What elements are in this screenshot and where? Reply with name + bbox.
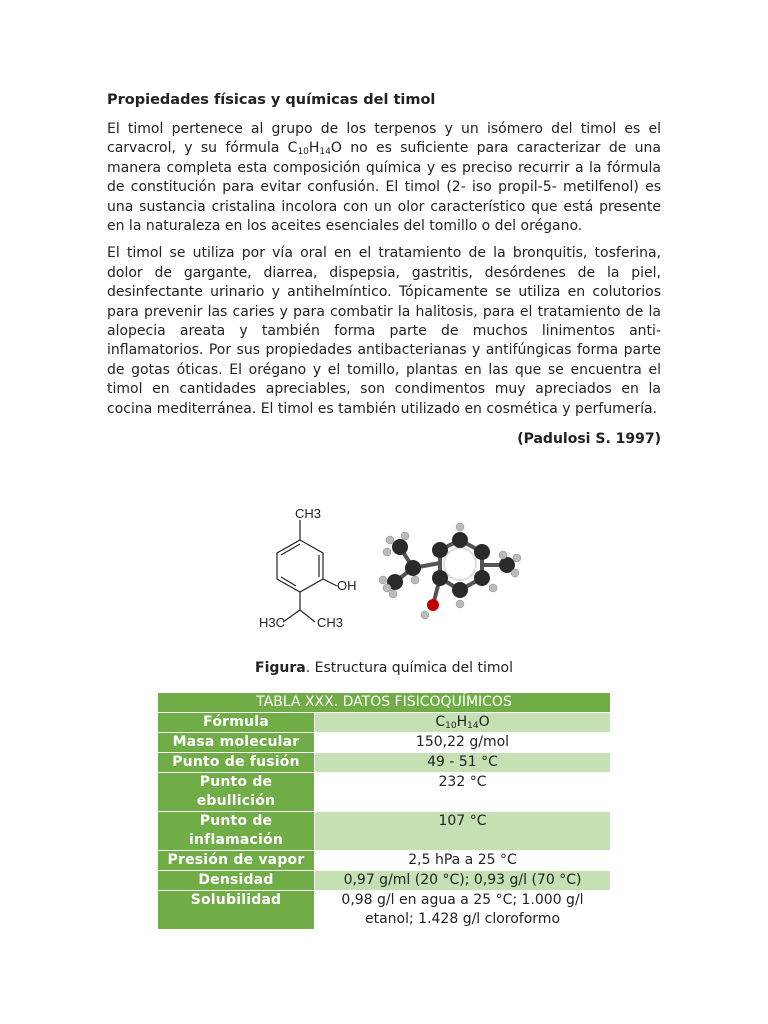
physicochemical-table [157, 692, 611, 930]
label-ch3-bottom: CH3 [317, 615, 344, 630]
row-key: Masa molecular [158, 733, 315, 753]
table-row [158, 851, 611, 871]
caption-label: Figura [255, 660, 306, 676]
row-key: Fórmula [158, 713, 315, 733]
thymol-figure [245, 500, 535, 635]
row-key: Punto de inflamación [158, 812, 315, 851]
row-key: Punto de ebullición [158, 773, 315, 812]
label-h3c: H3C [259, 615, 286, 630]
label-ch3-top: CH3 [295, 506, 322, 521]
ball-and-stick-model [379, 523, 521, 619]
row-key: Punto de fusión [158, 753, 315, 773]
figure-caption [0, 660, 768, 676]
paragraph-1 [107, 120, 661, 236]
row-key: Solubilidad [158, 891, 315, 930]
table-row [158, 871, 611, 891]
table-title: TABLA XXX. DATOS FISICOQUÍMICOS [158, 693, 611, 713]
citation [107, 429, 661, 449]
paragraph-1-text-a: El timol pertenece al grupo de los terpenos y un isómero del timol es el carvacrol, y su fórmula C [107, 121, 661, 157]
table-row [158, 773, 611, 812]
table-row [158, 891, 611, 930]
row-value: 0,97 g/ml (20 °C); 0,93 g/l (70 °C) [315, 871, 611, 891]
row-value: 150,22 g/mol [315, 733, 611, 753]
paragraph-1-text-h: H [308, 140, 320, 157]
label-oh: OH [337, 578, 357, 593]
row-value: 49 - 51 °C [315, 753, 611, 773]
section-heading: Propiedades físicas y químicas del timol [107, 92, 436, 108]
table-row [158, 812, 611, 851]
row-value: 0,98 g/l en agua a 25 °C; 1.000 g/l etanol; 1.428 g/l cloroformo [315, 891, 611, 930]
thymol-structure-image [245, 500, 535, 635]
subscript-10: 10 [297, 147, 309, 158]
row-value-formula: $C_{10}H_{14}O$ [315, 713, 611, 733]
paragraph-2: El timol se utiliza por vía oral en el tratamiento de la bronquitis, tosferina, dolor de gargante, diarrea, dispepsia, gastritis, desórdenes de la piel, desinfectante urinario y antihelmíntico. Tópicamente se utiliza en colutorios para prevenir las caries y para combatir la halitosis, para el tratamiento de la alopecia areata y también forma parte de muchos linimentos anti-inflamatorios. Por sus propiedades antibacterianas y antifúngicas forma parte de gotas óticas. El orégano y el tomillo, plantas en las que se encuentra el timol en cantidades apreciables, son condimentos muy apreciados en la cocina mediterránea. El timol es también utilizado en cosmética y perfumería. [107, 245, 661, 417]
skeletal-formula [277, 520, 337, 622]
row-value: 2,5 hPa a 25 °C [315, 851, 611, 871]
subscript-14: 14 [319, 147, 331, 158]
table-row [158, 753, 611, 773]
table-row [158, 713, 611, 733]
document-body [107, 90, 661, 449]
row-key: Densidad [158, 871, 315, 891]
caption-text: . Estructura química del timol [305, 660, 513, 676]
row-value: 232 °C [315, 773, 611, 812]
citation-year: S. 1997) [590, 431, 661, 448]
table-row [158, 733, 611, 753]
row-key: Presión de vapor [158, 851, 315, 871]
row-value: 107 °C [315, 812, 611, 851]
citation-author: (Padulosi [517, 431, 591, 448]
paragraph-1-text-b: O no es suficiente para caracterizar de una manera completa esta composición química y es preciso recurrir a la fórmula de constitución para evitar confusión. El timol (2- iso propil-5- metilfenol) es una sustancia cristalina incolora con un olor característico que está presente en la naturaleza en los aceites esenciales del tomillo o del orégano. [107, 140, 661, 235]
